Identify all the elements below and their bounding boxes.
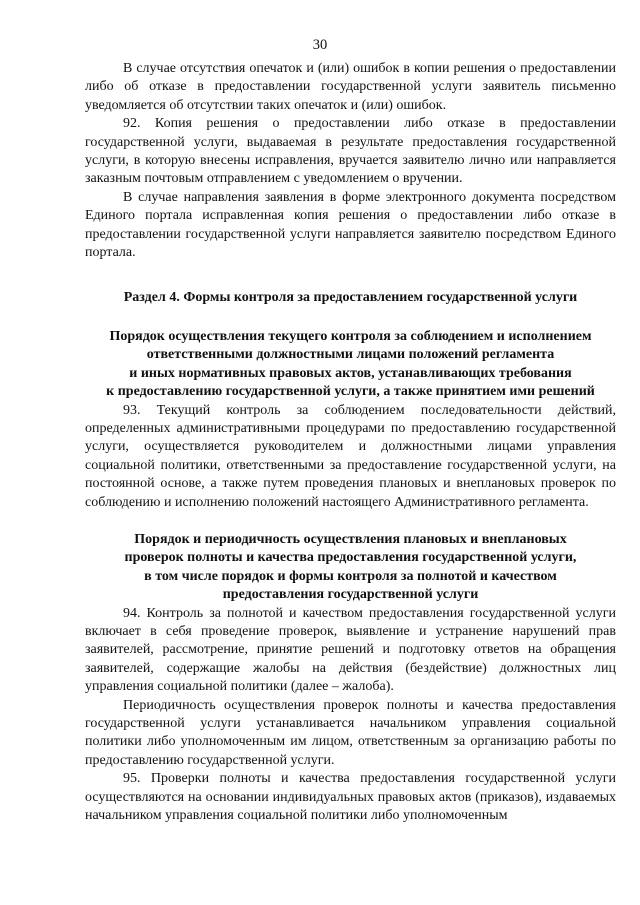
subheading-line: в том числе порядок и формы контроля за полнотой и качеством	[144, 568, 557, 584]
paragraph-electronic-delivery: В случае направления заявления в форме электронного документа посредством Единого портала исправленная копия решения о предоставлении либо отказе в предоставлении государственной услуги направляется заявителю посредством Единого портала.	[85, 189, 616, 261]
subheading-line: Порядок и периодичность осуществления плановых и внеплановых	[134, 531, 567, 547]
subheading-current-control	[85, 328, 616, 402]
paragraph-typo-notice: В случае отсутствия опечаток и (или) ошибок в копии решения о предоставлении либо об отказе в предоставлении государственной услуги заявитель письменно уведомляется об отсутствии таких опечаток и (или) ошибок.	[85, 61, 616, 113]
document-body	[85, 60, 616, 825]
paragraph-94: 94. Контроль за полнотой и качеством предоставления государственной услуги включает в себя проведение проверок, выявление и устранение нарушений прав заявителей, рассмотрение, принятие решений и подготовку ответов на обращения заявителей, содержащие жалобы на действия (бездействие) должностных лиц управления социальной политики (далее – жалоба).	[85, 605, 616, 695]
subheading-line: и иных нормативных правовых актов, устанавливающих требования	[129, 365, 572, 381]
subheading-line: Порядок осуществления текущего контроля за соблюдением и исполнением	[109, 328, 592, 344]
page-number: 30	[312, 37, 328, 53]
subheading-line: проверок полноты и качества предоставления государственной услуги,	[124, 550, 577, 566]
subheading-line: ответственными должностными лицами положений регламента	[146, 347, 555, 363]
paragraph-92: 92. Копия решения о предоставлении либо отказе в предоставлении государственной услуги, выдаваемая в результате предоставления государственной услуги, в которую внесены исправления, вручается заявителю лично или направляется заказным почтовым отправлением с уведомлением о вручении.	[85, 116, 616, 187]
section-title: Раздел 4. Формы контроля за предоставлением государственной услуги	[123, 290, 578, 306]
subheading-line: предоставления государственной услуги	[222, 587, 479, 603]
paragraph-95: 95. Проверки полноты и качества предоставления государственной услуги осуществляются на основании индивидуальных правовых актов (приказов), издаваемых начальником управления социальной политики либо уполномоченным	[85, 771, 616, 824]
subheading-inspections	[85, 531, 616, 605]
subheading-line: к предоставлению государственной услуги, а также принятием ими решений	[106, 384, 595, 400]
paragraph-periodicity: Периодичность осуществления проверок полноты и качества предоставления государственной услуги устанавливается начальником управления социальной политики либо уполномоченным им лицом, ответственным за организацию работы по предоставлению государственной услуги.	[85, 697, 616, 768]
paragraph-93: 93. Текущий контроль за соблюдением последовательности действий, определенных административными процедурами по предоставлению государственной услуги, осуществляется руководителем и должностными лицами управления социальной политики, ответственными за предоставление государственной услуги, на постоянной основе, а также путем проведения плановых и внеплановых проверок по соблюдению и исполнению положений настоящего Административного регламента.	[85, 402, 616, 510]
